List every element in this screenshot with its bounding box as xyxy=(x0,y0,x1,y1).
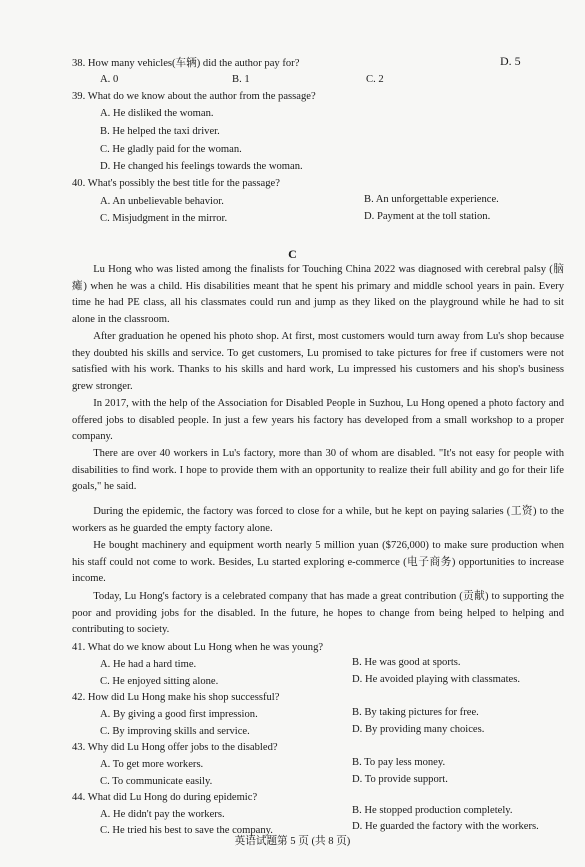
question-42-stem: 42. How did Lu Hong make his shop successful? xyxy=(72,692,280,703)
question-40-option-d[interactable]: D. Payment at the toll station. xyxy=(364,211,491,222)
question-39-option-b[interactable]: B. He helped the taxi driver. xyxy=(100,126,220,137)
question-42-option-d[interactable]: D. By providing many choices. xyxy=(352,724,485,735)
question-44-option-d[interactable]: D. He guarded the factory with the workers. xyxy=(352,821,539,832)
passage-paragraph-6: He bought machinery and equipment worth nearly 5 million yuan ($726,000) to make sure production when his staff could not come to work. Besides, Lu started exploring e-commerce (电子商务) opportunities to increase income. xyxy=(72,540,564,585)
question-40-option-c[interactable]: C. Misjudgment in the mirror. xyxy=(100,213,228,224)
question-43-option-c[interactable]: C. To communicate easily. xyxy=(100,776,213,787)
question-39-option-a[interactable]: A. He disliked the woman. xyxy=(100,108,214,119)
question-42-option-b[interactable]: B. By taking pictures for free. xyxy=(352,707,479,718)
question-43-option-a[interactable]: A. To get more workers. xyxy=(100,759,204,770)
page-footer: 英语试题第 5 页 (共 8 页) xyxy=(234,836,351,847)
question-43-option-b[interactable]: B. To pay less money. xyxy=(352,757,446,768)
question-41-option-c[interactable]: C. He enjoyed sitting alone. xyxy=(100,676,219,687)
question-43-option-d[interactable]: D. To provide support. xyxy=(352,774,448,785)
question-41-stem: 41. What do we know about Lu Hong when he was young? xyxy=(72,642,324,653)
page-mark: D. 5 xyxy=(500,54,521,68)
passage-paragraph-2: After graduation he opened his photo shop. At first, most customers would turn away from Lu's shop because they doubted his skills and service. To get customers, Lu promised to take pictures for free if customers were not satisfied with his work. Thanks to his skills and hard work, Lu impressed his customers and his shop's business grew stronger. xyxy=(72,331,564,392)
question-44-option-b[interactable]: B. He stopped production completely. xyxy=(352,805,513,816)
question-43-stem: 43. Why did Lu Hong offer jobs to the disabled? xyxy=(72,742,278,753)
passage-paragraph-3: In 2017, with the help of the Association for Disabled People in Suzhou, Lu Hong opened a photo factory and offered jobs to disabled people. In just a few years his factory has developed from a small workshop to a proper company. xyxy=(72,398,564,443)
question-38-option-a[interactable]: A. 0 xyxy=(100,74,119,85)
question-41-option-a[interactable]: A. He had a hard time. xyxy=(100,659,197,670)
question-44-stem: 44. What did Lu Hong do during epidemic? xyxy=(72,792,258,803)
passage-paragraph-4: There are over 40 workers in Lu's factory, more than 30 of whom are disabled. "It's not easy for people with disabilities to find work. I hope to provide them with an opportunity to realize their full ability and go for their life goals," he said. xyxy=(72,448,564,493)
passage-paragraph-5: During the epidemic, the factory was forced to close for a while, but he kept on paying salaries (工资) to the workers as he guarded the empty factory alone. xyxy=(72,506,564,534)
question-42-option-a[interactable]: A. By giving a good first impression. xyxy=(100,709,258,720)
question-42-option-c[interactable]: C. By improving skills and service. xyxy=(100,726,250,737)
passage-title: C xyxy=(288,247,297,261)
passage-paragraph-7: Today, Lu Hong's factory is a celebrated company that has made a great contribution (贡献) to supporting the poor and providing jobs for the disabled. In the future, he hopes to change from being helped to helping and contributing to society. xyxy=(72,591,564,636)
question-38-stem: 38. How many vehicles(车辆) did the author pay for? xyxy=(72,58,300,69)
question-40-option-a[interactable]: A. An unbelievable behavior. xyxy=(100,196,224,207)
question-38-option-b[interactable]: B. 1 xyxy=(232,74,250,85)
question-40-stem: 40. What's possibly the best title for the passage? xyxy=(72,178,280,189)
question-39-option-d[interactable]: D. He changed his feelings towards the woman. xyxy=(100,161,303,172)
question-40-option-b[interactable]: B. An unforgettable experience. xyxy=(364,194,499,205)
question-39-stem: 39. What do we know about the author from the passage? xyxy=(72,91,316,102)
question-41-option-d[interactable]: D. He avoided playing with classmates. xyxy=(352,674,520,685)
question-39-option-c[interactable]: C. He gladly paid for the woman. xyxy=(100,144,242,155)
passage-paragraph-1: Lu Hong who was listed among the finalists for Touching China 2022 was diagnosed with cerebral palsy (脑瘫) when he was a child. His disabilities meant that he spent his primary and middle school years in pain. Every time he had PE class, all his classmates could run and jump as they liked on the playground while he had to sit alone in the classroom. xyxy=(72,264,564,325)
question-41-option-b[interactable]: B. He was good at sports. xyxy=(352,657,461,668)
question-38-option-c[interactable]: C. 2 xyxy=(366,74,384,85)
question-44-option-c[interactable]: C. He tried his best to save the company. xyxy=(100,825,273,836)
question-44-option-a[interactable]: A. He didn't pay the workers. xyxy=(100,809,225,820)
